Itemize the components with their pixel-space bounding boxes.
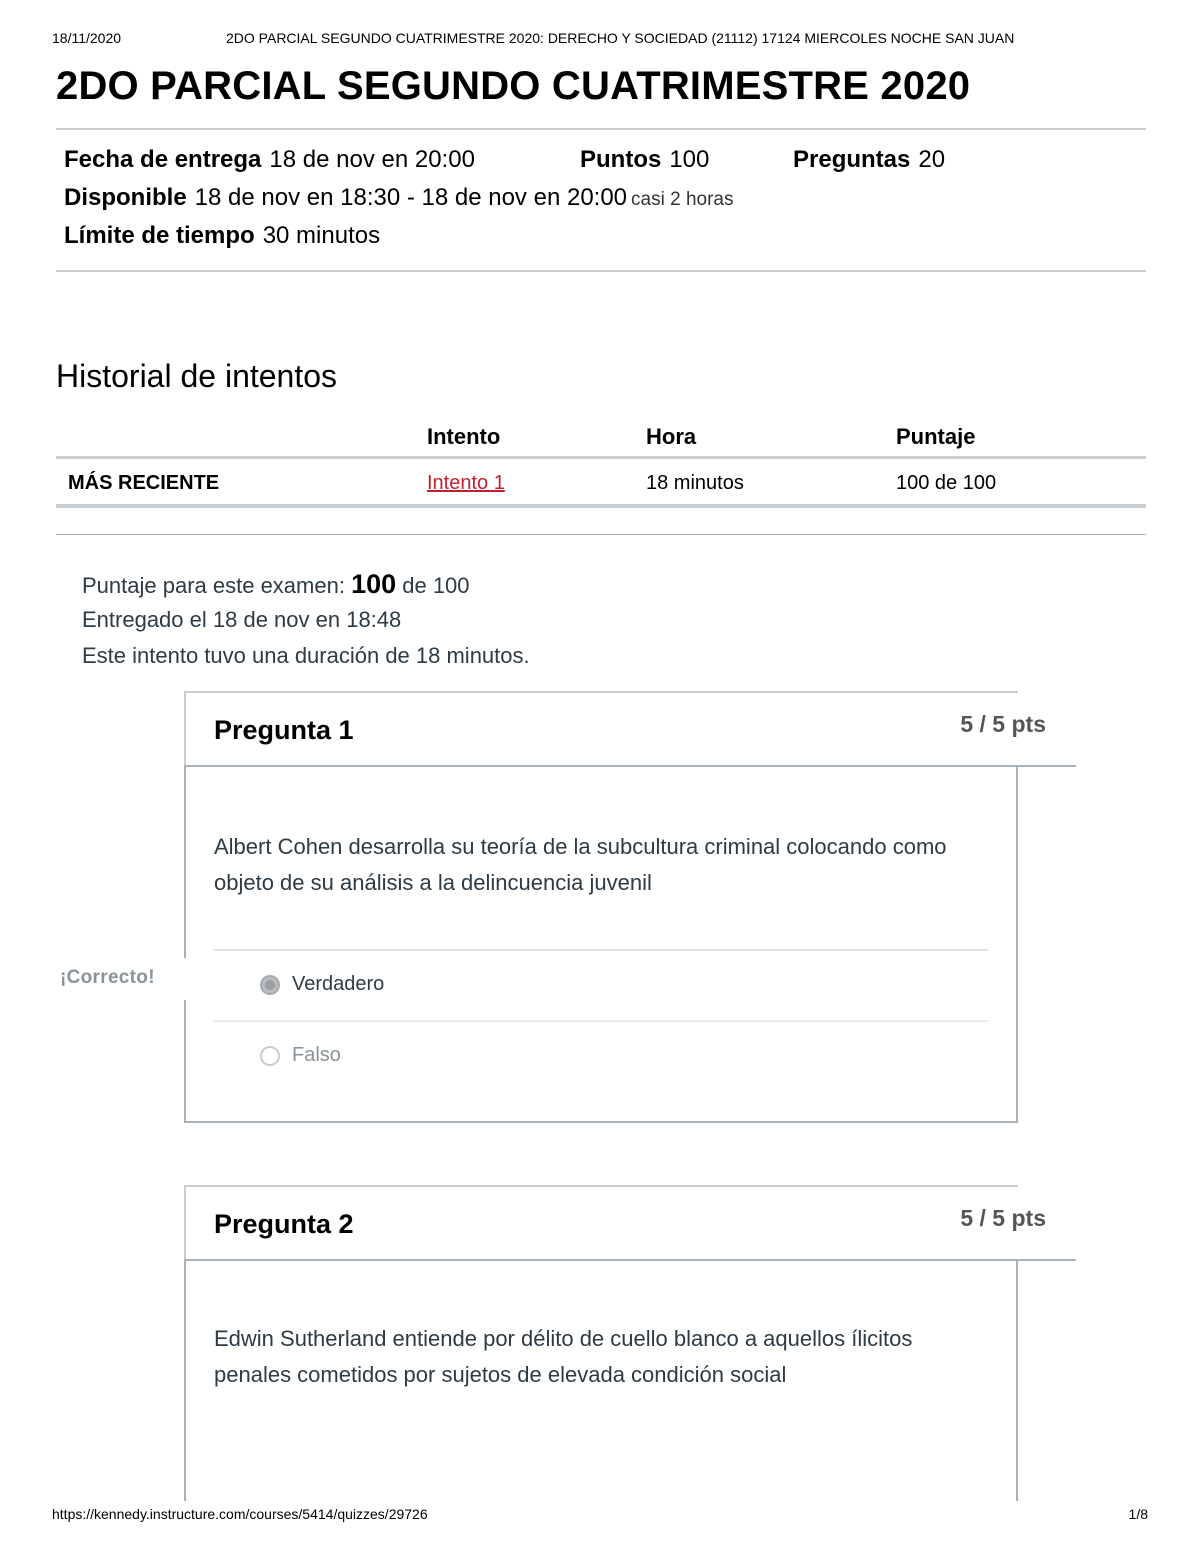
points-label: Puntos (580, 146, 662, 173)
print-page-number: 1/8 (1128, 1506, 1148, 1522)
divider (56, 534, 1146, 535)
duration-line: Este intento tuvo una duración de 18 minutos. (82, 643, 530, 668)
question-2 (184, 1185, 1076, 1501)
question-text: Albert Cohen desarrolla su teoría de la subcultura criminal colocando como objeto de su análisis a la delincuencia juvenil (214, 834, 947, 895)
question-points: 5 / 5 pts (960, 711, 1046, 737)
radio-checked-icon (260, 975, 280, 995)
due-date-value: 18 de nov en 20:00 (269, 146, 475, 173)
print-header (0, 30, 1200, 50)
print-title: 2DO PARCIAL SEGUNDO CUATRIMESTRE 2020: DERECHO Y SOCIEDAD (21112) 17124 MIERCOLES NOCHE SAN JUAN (226, 30, 1015, 46)
attempt-time: 18 minutos (646, 472, 744, 494)
availability-note: casi 2 horas (631, 189, 734, 210)
availability-label: Disponible (64, 184, 187, 211)
question-body (184, 767, 1018, 1123)
most-recent-label: MÁS RECIENTE (68, 472, 220, 494)
question-header (184, 691, 1076, 767)
score-prefix: Puntaje para este examen: (82, 573, 352, 598)
history-heading: Historial de intentos (56, 358, 338, 394)
table-header (56, 416, 1146, 456)
availability (64, 184, 733, 212)
divider (214, 1020, 988, 1022)
divider (56, 504, 1146, 508)
question-body (184, 1261, 1018, 1501)
due-date-label: Fecha de entrega (64, 146, 262, 173)
answer-label: Verdadero (292, 973, 385, 995)
question-text: Edwin Sutherland entiende por délito de cuello blanco a aquellos ílicitos penales cometidos por sujetos de elevada condición social (214, 1326, 913, 1387)
time-limit-value: 30 minutos (262, 222, 381, 249)
score-value: 100 (351, 569, 397, 599)
score-suffix: de 100 (396, 573, 470, 598)
divider (214, 949, 988, 951)
questions-label: Preguntas (793, 146, 911, 173)
divider (56, 128, 1146, 130)
availability-value: 18 de nov en 18:30 - 18 de nov en 20:00 (194, 184, 628, 211)
attempts-table (56, 416, 1146, 494)
question-name: Pregunta 1 (214, 715, 354, 745)
divider (56, 270, 1146, 272)
submitted-line: Entregado el 18 de nov en 18:48 (82, 607, 402, 632)
question-1 (184, 691, 1076, 1125)
question-header (184, 1185, 1076, 1261)
print-url: https://kennedy.instructure.com/courses/5414/quizzes/29726 (52, 1506, 428, 1522)
print-footer (0, 1506, 1200, 1526)
questions-value: 20 (918, 146, 946, 173)
score-line (82, 566, 530, 602)
time-limit (64, 222, 380, 250)
points-value: 100 (669, 146, 710, 173)
score-summary (82, 566, 530, 674)
answer-label: Falso (292, 1044, 341, 1066)
quiz-details (64, 146, 1144, 260)
radio-unchecked-icon (260, 1046, 280, 1066)
points (580, 146, 709, 174)
question-points: 5 / 5 pts (960, 1205, 1046, 1231)
question-name: Pregunta 2 (214, 1209, 354, 1239)
time-limit-label: Límite de tiempo (64, 222, 255, 249)
column-header-attempt: Intento (427, 424, 501, 449)
questions-count (793, 146, 945, 174)
due-date (64, 146, 475, 174)
column-header-score: Puntaje (896, 424, 976, 449)
quiz-title: 2DO PARCIAL SEGUNDO CUATRIMESTRE 2020 (56, 64, 971, 108)
correct-label: ¡Correcto! (60, 967, 155, 988)
table-row (56, 459, 1146, 506)
attempt-link[interactable]: Intento 1 (427, 472, 505, 494)
print-date: 18/11/2020 (52, 30, 122, 46)
column-header-time: Hora (646, 424, 697, 449)
attempt-score: 100 de 100 (896, 472, 997, 494)
